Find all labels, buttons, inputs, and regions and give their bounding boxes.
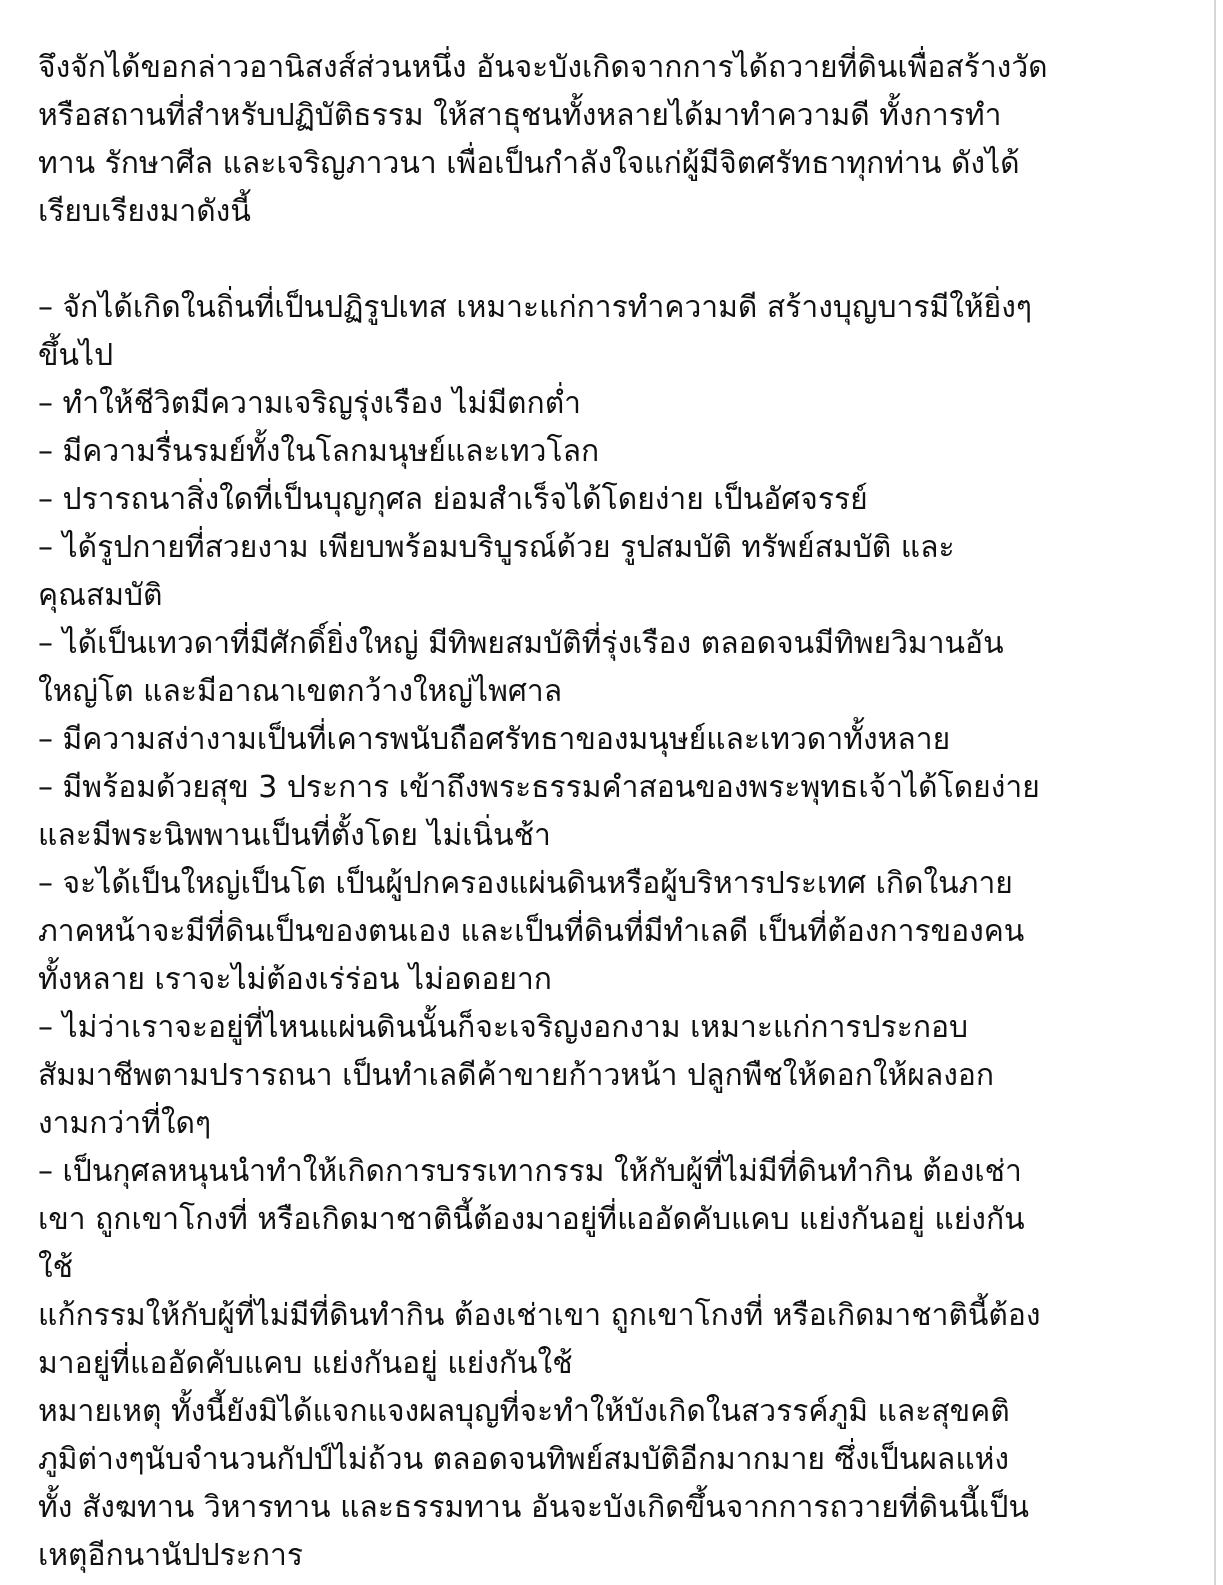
benefit-line: แก้กรรมให้กับผู้ที่ไม่มีที่ดินทำกิน ต้องเช่าเขา ถูกเขาโกงที่ หรือเกิดมาชาตินี้ต้อง (38, 1298, 1041, 1333)
benefit-line: คุณสมบัติ (38, 578, 163, 613)
benefit-line: – จะได้เป็นใหญ่เป็นโต เป็นผู้ปกครองแผ่นดินหรือผู้บริหารประเทศ เกิดในภาย (38, 866, 1013, 901)
benefit-line: สัมมาชีพตามปรารถนา เป็นทำเลดีค้าขายก้าวหน้า ปลูกพืชให้ดอกให้ผลงอก (38, 1058, 995, 1093)
intro-line: จึงจักได้ขอกล่าวอานิสงส์ส่วนหนึ่ง อันจะบังเกิดจากการได้ถวายที่ดินเพื่อสร้างวัด (38, 50, 1048, 85)
benefit-line: – จักได้เกิดในถิ่นที่เป็นปฏิรูปเทส เหมาะแก่การทำความดี สร้างบุญบารมีให้ยิ่งๆ (38, 290, 1032, 325)
benefit-line: – ทำให้ชีวิตมีความเจริญรุ่งเรือง ไม่มีตกต่ำ (38, 386, 582, 421)
paragraph-spacer (38, 236, 1188, 284)
benefit-line: เขา ถูกเขาโกงที่ หรือเกิดมาชาตินี้ต้องมาอยู่ที่แออัดคับแคบ แย่งกันอยู่ แย่งกัน (38, 1202, 1025, 1237)
note-line: ทั้ง สังฆทาน วิหารทาน และธรรมทาน อันจะบังเกิดขึ้นจากการถวายที่ดินนี้เป็น (38, 1490, 1029, 1525)
benefit-line: ทั้งหลาย เราจะไม่ต้องเร่ร่อน ไม่อดอยาก (38, 962, 552, 997)
note-line: เหตุอีกนานัปประการ (38, 1538, 303, 1573)
benefit-line: ใช้ (38, 1250, 74, 1285)
benefit-line: ขึ้นไป (38, 338, 114, 373)
benefit-line: – มีความสง่างามเป็นที่เคารพนับถือศรัทธาของมนุษย์และเทวดาทั้งหลาย (38, 722, 951, 757)
intro-line: เรียบเรียงมาดังนี้ (38, 194, 251, 229)
benefit-line: ใหญ่โต และมีอาณาเขตกว้างใหญ่ไพศาล (38, 674, 563, 709)
post-body-text (38, 44, 1188, 1580)
benefit-line: – เป็นกุศลหนุนนำทำให้เกิดการบรรเทากรรม ให้กับผู้ที่ไม่มีที่ดินทำกิน ต้องเช่า (38, 1154, 1022, 1189)
intro-line: หรือสถานที่สำหรับปฏิบัติธรรม ให้สาธุชนทั้งหลายได้มาทำความดี ทั้งการทำ (38, 98, 1002, 133)
benefit-line: – ปรารถนาสิ่งใดที่เป็นบุญกุศล ย่อมสำเร็จได้โดยง่าย เป็นอัศจรรย์ (38, 482, 868, 517)
benefit-line: ภาคหน้าจะมีที่ดินเป็นของตนเอง และเป็นที่ดินที่มีทำเลดี เป็นที่ต้องการของคน (38, 914, 1025, 949)
benefit-line: – มีพร้อมด้วยสุข 3 ประการ เข้าถึงพระธรรมคำสอนของพระพุทธเจ้าได้โดยง่าย (38, 770, 1040, 805)
benefit-line: – ไม่ว่าเราจะอยู่ที่ไหนแผ่นดินนั้นก็จะเจริญงอกงาม เหมาะแก่การประกอบ (38, 1010, 969, 1045)
benefit-line: มาอยู่ที่แออัดคับแคบ แย่งกันอยู่ แย่งกันใช้ (38, 1346, 573, 1381)
benefit-line: – มีความรื่นรมย์ทั้งในโลกมนุษย์และเทวโลก (38, 434, 600, 469)
benefit-line: และมีพระนิพพานเป็นที่ตั้งโดย ไม่เนิ่นช้า (38, 818, 551, 853)
note-line: ภูมิต่างๆนับจำนวนกัปป์ไม่ถ้วน ตลอดจนทิพย์สมบัติอีกมากมาย ซึ่งเป็นผลแห่ง (38, 1442, 1010, 1477)
benefit-line: – ได้รูปกายที่สวยงาม เพียบพร้อมบริบูรณ์ด้วย รูปสมบัติ ทรัพย์สมบัติ และ (38, 530, 955, 565)
note-line: หมายเหตุ ทั้งนี้ยังมิได้แจกแจงผลบุญที่จะทำให้บังเกิดในสวรรค์ภูมิ และสุขคติ (38, 1394, 1010, 1429)
benefit-line: งามกว่าที่ใดๆ (38, 1106, 212, 1141)
intro-line: ทาน รักษาศีล และเจริญภาวนา เพื่อเป็นกำลังใจแก่ผู้มีจิตศรัทธาทุกท่าน ดังได้ (38, 146, 1020, 181)
benefit-line: – ได้เป็นเทวดาที่มีศักดิ์ยิ่งใหญ่ มีทิพยสมบัติที่รุ่งเรือง ตลอดจนมีทิพยวิมานอัน (38, 626, 1004, 661)
